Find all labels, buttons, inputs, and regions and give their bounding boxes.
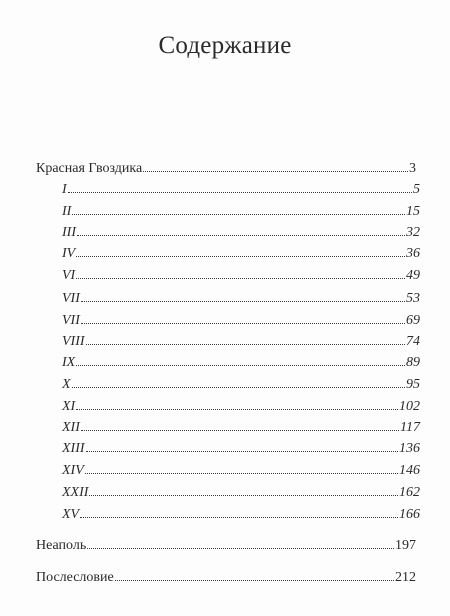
dot-leader — [76, 398, 398, 410]
toc-entry-page: 74 — [406, 334, 420, 349]
toc-entry — [62, 484, 420, 502]
dot-leader — [89, 484, 398, 496]
dot-leader — [143, 160, 408, 172]
toc-entry-page: 212 — [395, 570, 416, 585]
toc-entry-page: 36 — [406, 246, 420, 261]
toc-entry-label: VI — [62, 268, 76, 283]
dot-leader — [81, 312, 405, 324]
toc-entry-label: XII — [62, 420, 80, 435]
dot-leader — [76, 245, 405, 257]
toc-entry-label: Красная Гвоздика — [36, 161, 143, 176]
toc-entry-label: XIV — [62, 463, 84, 478]
toc-entry-page: 146 — [399, 463, 420, 478]
toc-entry — [62, 398, 420, 416]
toc-entry — [62, 354, 420, 372]
dot-leader — [80, 506, 398, 518]
toc-entry-page: 69 — [406, 313, 420, 328]
toc-entry — [36, 569, 416, 587]
toc-entry-page: 162 — [399, 485, 420, 500]
toc-entry — [62, 462, 420, 480]
toc-entry — [62, 224, 420, 242]
toc-entry-label: Послесловие — [36, 570, 114, 585]
dot-leader — [86, 440, 398, 452]
toc-entry-label: XV — [62, 507, 80, 522]
toc-entry-page: 102 — [399, 399, 420, 414]
toc-entry-label: VIII — [62, 334, 85, 349]
dot-leader — [76, 354, 405, 366]
toc-entry-label: XI — [62, 399, 76, 414]
dot-leader — [115, 569, 394, 581]
dot-leader — [68, 181, 412, 193]
toc-entry — [62, 419, 420, 437]
toc-entry-page: 197 — [395, 538, 416, 553]
toc-entry-label: XXII — [62, 485, 89, 500]
toc-entry — [62, 245, 420, 263]
dot-leader — [81, 419, 399, 431]
toc-entry-label: Неаполь — [36, 538, 87, 553]
toc-entry-label: X — [62, 377, 71, 392]
toc-entry — [62, 290, 420, 308]
toc-entry-page: 95 — [406, 377, 420, 392]
toc-entry-page: 136 — [399, 441, 420, 456]
dot-leader — [87, 537, 394, 549]
toc-entry-page: 53 — [406, 291, 420, 306]
dot-leader — [86, 333, 405, 345]
dot-leader — [77, 224, 405, 236]
dot-leader — [72, 203, 405, 215]
toc-entry-page: 15 — [406, 204, 420, 219]
toc-entry-label: IV — [62, 246, 76, 261]
toc-entry-label: III — [62, 225, 76, 240]
toc-entry-page: 5 — [413, 182, 420, 197]
toc-entry — [62, 203, 420, 221]
toc-entry — [62, 267, 420, 285]
toc-entry-label: IX — [62, 355, 76, 370]
toc-entry — [36, 160, 416, 178]
toc-entry-page: 3 — [409, 161, 416, 176]
dot-leader — [72, 376, 405, 388]
dot-leader — [85, 462, 398, 474]
dot-leader — [81, 290, 405, 302]
toc-entry — [62, 181, 420, 199]
toc-entry-label: II — [62, 204, 72, 219]
toc-entry — [62, 312, 420, 330]
toc-entry-page: 32 — [406, 225, 420, 240]
toc-entry-page: 166 — [399, 507, 420, 522]
toc-entry-label: VII — [62, 291, 80, 306]
dot-leader — [76, 267, 405, 279]
toc-entry-page: 89 — [406, 355, 420, 370]
toc-entry-page: 117 — [400, 420, 420, 435]
toc-entry-label: XIII — [62, 441, 85, 456]
toc-entry-page: 49 — [406, 268, 420, 283]
toc-entry — [62, 376, 420, 394]
page-title: Содержание — [158, 32, 292, 59]
toc-entry — [62, 333, 420, 351]
toc-entry-label: VII — [62, 313, 80, 328]
toc-entry — [36, 537, 416, 555]
toc-entry — [62, 506, 420, 524]
toc-entry — [62, 440, 420, 458]
toc-entry-label: I — [62, 182, 67, 197]
